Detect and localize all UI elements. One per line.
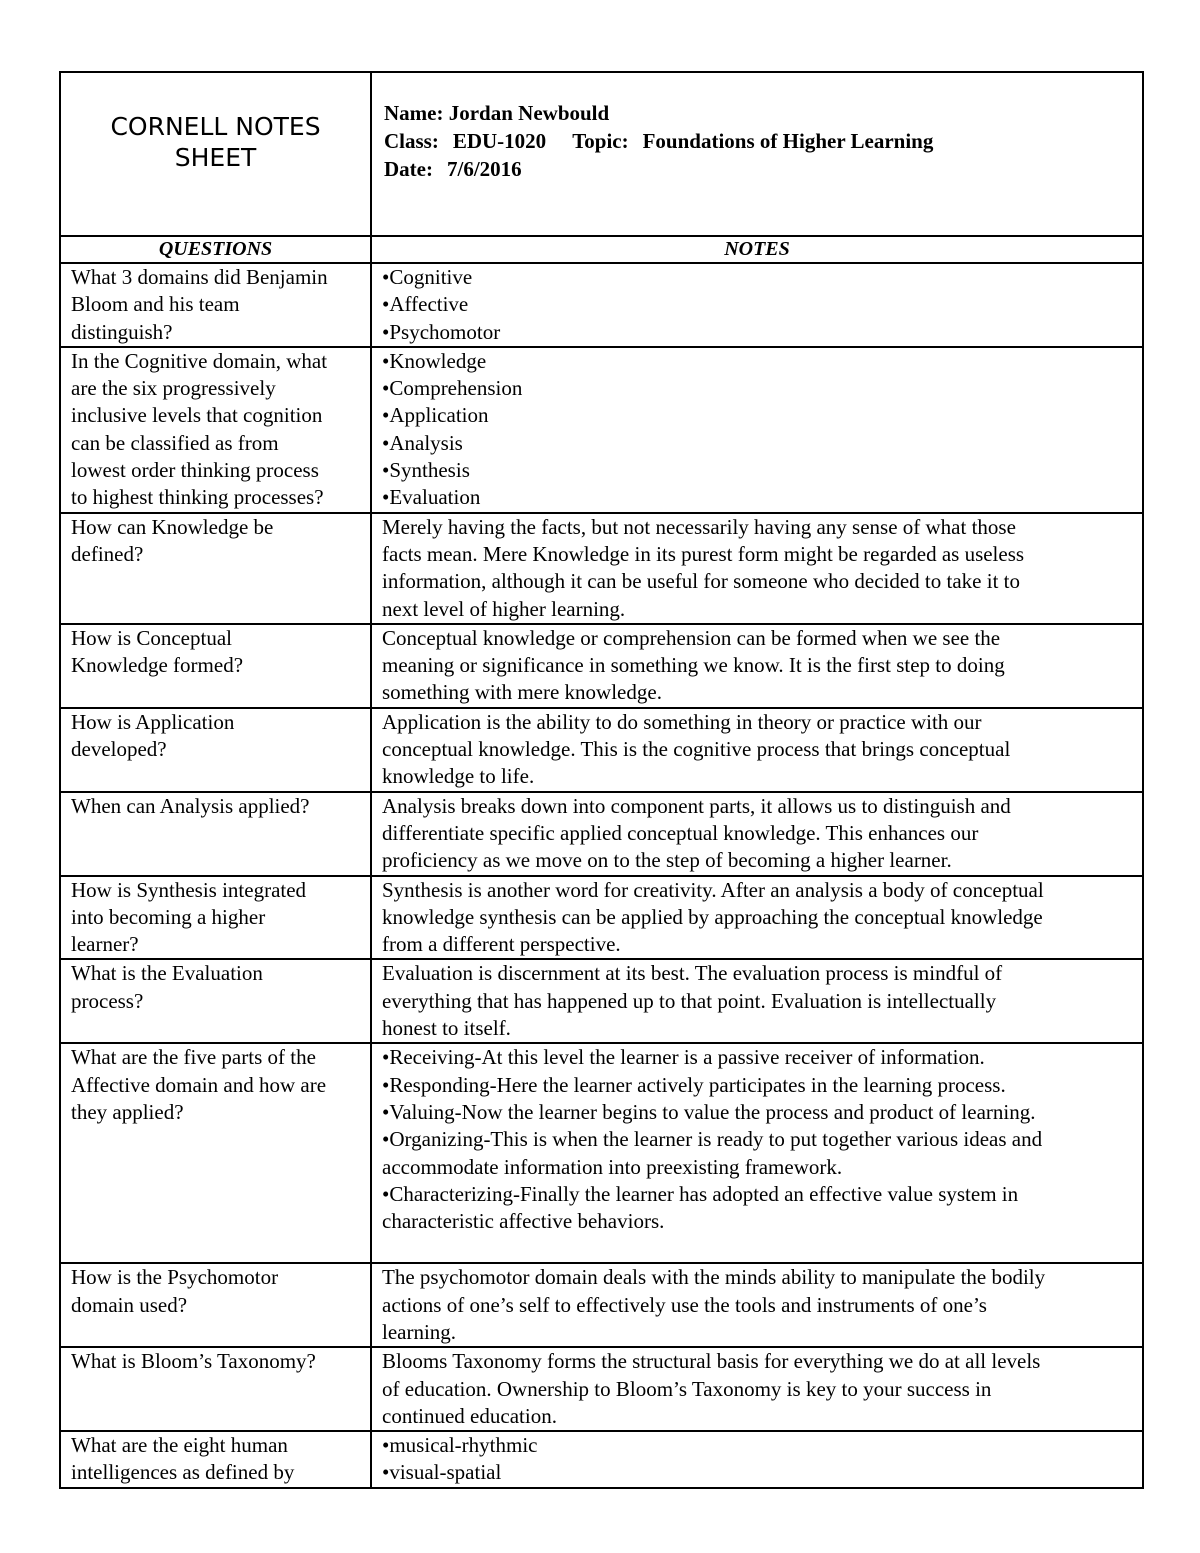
question-text: defined? — [71, 541, 144, 566]
question-text: Affective domain and how are — [71, 1072, 327, 1097]
note-text: •Valuing-Now the learner begins to value the process and product of learning. — [382, 1099, 1036, 1124]
question-cell — [60, 708, 371, 792]
notes-cell — [371, 876, 1143, 960]
class-line: Class: EDU-1020 Topic: Foundations of Higher Learning — [384, 129, 934, 153]
note-text: Conceptual knowledge or comprehension can be formed when we see the — [382, 625, 1001, 650]
note-text: accommodate information into preexisting framework. — [382, 1154, 843, 1179]
question-text: How can Knowledge be — [71, 514, 274, 539]
question-text: How is the Psychomotor — [71, 1265, 279, 1290]
question-text: In the Cognitive domain, what — [71, 348, 328, 373]
note-text: from a different perspective. — [382, 932, 621, 957]
topic-value: Foundations of Higher Learning — [642, 129, 934, 153]
question-text: developed? — [71, 737, 167, 762]
note-text: •Characterizing-Finally the learner has adopted an effective value system in — [382, 1181, 1019, 1206]
note-text: learning. — [382, 1319, 457, 1344]
question-cell — [60, 513, 371, 624]
table-row — [60, 876, 1143, 960]
question-cell — [60, 876, 371, 960]
question-text: they applied? — [71, 1099, 184, 1124]
note-text: Merely having the facts, but not necessarily having any sense of what those — [382, 514, 1016, 539]
question-text: What is the Evaluation — [71, 961, 263, 986]
note-text: continued education. — [382, 1403, 557, 1428]
note-text: actions of one’s self to effectively use the tools and instruments of one’s — [382, 1292, 987, 1317]
note-text: honest to itself. — [382, 1016, 511, 1041]
question-cell — [60, 347, 371, 513]
notes-cell — [371, 1043, 1143, 1263]
question-cell — [60, 263, 371, 347]
info-cell — [371, 72, 1143, 236]
table-row — [60, 624, 1143, 708]
question-cell — [60, 1043, 371, 1263]
table-row — [60, 1263, 1143, 1347]
cornell-notes-table — [59, 71, 1144, 1489]
table-row — [60, 792, 1143, 876]
question-text: learner? — [71, 932, 139, 957]
question-text: domain used? — [71, 1292, 188, 1317]
table-row — [60, 1431, 1143, 1488]
note-text: facts mean. Mere Knowledge in its purest form might be regarded as useless — [382, 541, 1025, 566]
student-info — [384, 99, 1142, 183]
note-text: •Comprehension — [382, 376, 523, 401]
note-text: differentiate specific applied conceptual knowledge. This enhances our — [382, 820, 979, 845]
question-cell — [60, 959, 371, 1043]
question-text: What 3 domains did Benjamin — [71, 265, 328, 289]
notes-rows — [60, 263, 1143, 1488]
note-text: next level of higher learning. — [382, 596, 626, 621]
notes-header: NOTES — [371, 236, 1143, 263]
note-text: information, although it can be useful for someone who decided to take it to — [382, 569, 1020, 594]
question-text: How is Application — [71, 709, 235, 734]
table-row — [60, 959, 1143, 1043]
question-text: process? — [71, 988, 144, 1013]
note-text: •Cognitive — [382, 265, 473, 289]
question-text: How is Synthesis integrated — [71, 877, 307, 902]
note-text: something with mere knowledge. — [382, 680, 662, 705]
question-text: Bloom and his team — [71, 292, 240, 317]
note-text: •Evaluation — [382, 485, 481, 510]
header-row — [60, 72, 1143, 236]
notes-cell — [371, 347, 1143, 513]
table-row — [60, 263, 1143, 347]
note-text: •Affective — [382, 292, 469, 317]
note-text: of education. Ownership to Bloom’s Taxonomy is key to your success in — [382, 1376, 992, 1401]
note-text: •Synthesis — [382, 458, 470, 483]
question-text: intelligences as defined by — [71, 1460, 295, 1485]
notes-cell — [371, 959, 1143, 1043]
questions-header: QUESTIONS — [60, 236, 371, 263]
question-text: When can Analysis applied? — [71, 793, 310, 818]
title-cell — [60, 72, 371, 236]
class-value: EDU-1020 — [452, 129, 547, 153]
question-cell — [60, 1263, 371, 1347]
table-row — [60, 708, 1143, 792]
question-text: can be classified as from — [71, 430, 279, 455]
date-line: Date: 7/6/2016 — [384, 157, 522, 181]
question-text: inclusive levels that cognition — [71, 403, 323, 428]
question-text: lowest order thinking process — [71, 458, 319, 483]
note-text: meaning or significance in something we know. It is the first step to doing — [382, 653, 1005, 678]
notes-cell — [371, 792, 1143, 876]
note-text: •Receiving-At this level the learner is a passive receiver of information. — [382, 1045, 985, 1070]
student-name: Jordan Newbould — [448, 101, 610, 125]
table-row — [60, 513, 1143, 624]
note-text: Analysis breaks down into component parts, it allows us to distinguish and — [382, 793, 1011, 818]
note-text: Blooms Taxonomy forms the structural basis for everything we do at all levels — [382, 1349, 1041, 1374]
note-text: The psychomotor domain deals with the minds ability to manipulate the bodily — [382, 1265, 1046, 1290]
question-cell — [60, 792, 371, 876]
question-text: What is Bloom’s Taxonomy? — [71, 1349, 316, 1374]
note-text: Synthesis is another word for creativity. After an analysis a body of conceptual — [382, 877, 1044, 902]
note-text: knowledge to life. — [382, 764, 535, 789]
note-text: •Psychomotor — [382, 319, 501, 344]
note-text: •Knowledge — [382, 348, 487, 373]
question-text: Knowledge formed? — [71, 653, 244, 678]
question-text: are the six progressively — [71, 376, 276, 401]
notes-cell — [371, 708, 1143, 792]
notes-cell — [371, 1347, 1143, 1431]
date-value: 7/6/2016 — [446, 157, 522, 181]
note-text: Application is the ability to do something in theory or practice with our — [382, 709, 982, 734]
question-text: into becoming a higher — [71, 904, 266, 929]
question-cell — [60, 1431, 371, 1488]
note-text: everything that has happened up to that point. Evaluation is intellectually — [382, 988, 997, 1013]
note-text: •Analysis — [382, 430, 463, 455]
question-cell — [60, 1347, 371, 1431]
blank-line — [382, 1235, 1136, 1262]
question-text: How is Conceptual — [71, 625, 232, 650]
table-row — [60, 347, 1143, 513]
question-text: distinguish? — [71, 319, 173, 344]
note-text: •Application — [382, 403, 489, 428]
note-text: conceptual knowledge. This is the cognitive process that brings conceptual — [382, 737, 1011, 762]
question-text: What are the eight human — [71, 1433, 288, 1458]
notes-cell — [371, 263, 1143, 347]
question-text: to highest thinking processes? — [71, 485, 324, 510]
sheet-title: CORNELL NOTES SHEET — [110, 112, 321, 172]
table-row — [60, 1043, 1143, 1263]
note-text: •Organizing-This is when the learner is ready to put together various ideas and — [382, 1127, 1043, 1152]
note-text: characteristic affective behaviors. — [382, 1209, 665, 1234]
column-header-row — [60, 236, 1143, 263]
question-cell — [60, 624, 371, 708]
note-text: •musical-rhythmic — [382, 1433, 538, 1458]
question-text: What are the five parts of the — [71, 1045, 316, 1070]
note-text: knowledge synthesis can be applied by approaching the conceptual knowledge — [382, 904, 1043, 929]
note-text: proficiency as we move on to the step of becoming a higher learner. — [382, 848, 952, 873]
note-text: •Responding-Here the learner actively participates in the learning process. — [382, 1072, 1006, 1097]
notes-cell — [371, 1431, 1143, 1488]
notes-cell — [371, 513, 1143, 624]
notes-cell — [371, 1263, 1143, 1347]
name-line: Name: Jordan Newbould — [384, 101, 610, 125]
note-text: •visual-spatial — [382, 1460, 502, 1485]
notes-cell — [371, 624, 1143, 708]
note-text: Evaluation is discernment at its best. The evaluation process is mindful of — [382, 961, 1003, 986]
table-row — [60, 1347, 1143, 1431]
